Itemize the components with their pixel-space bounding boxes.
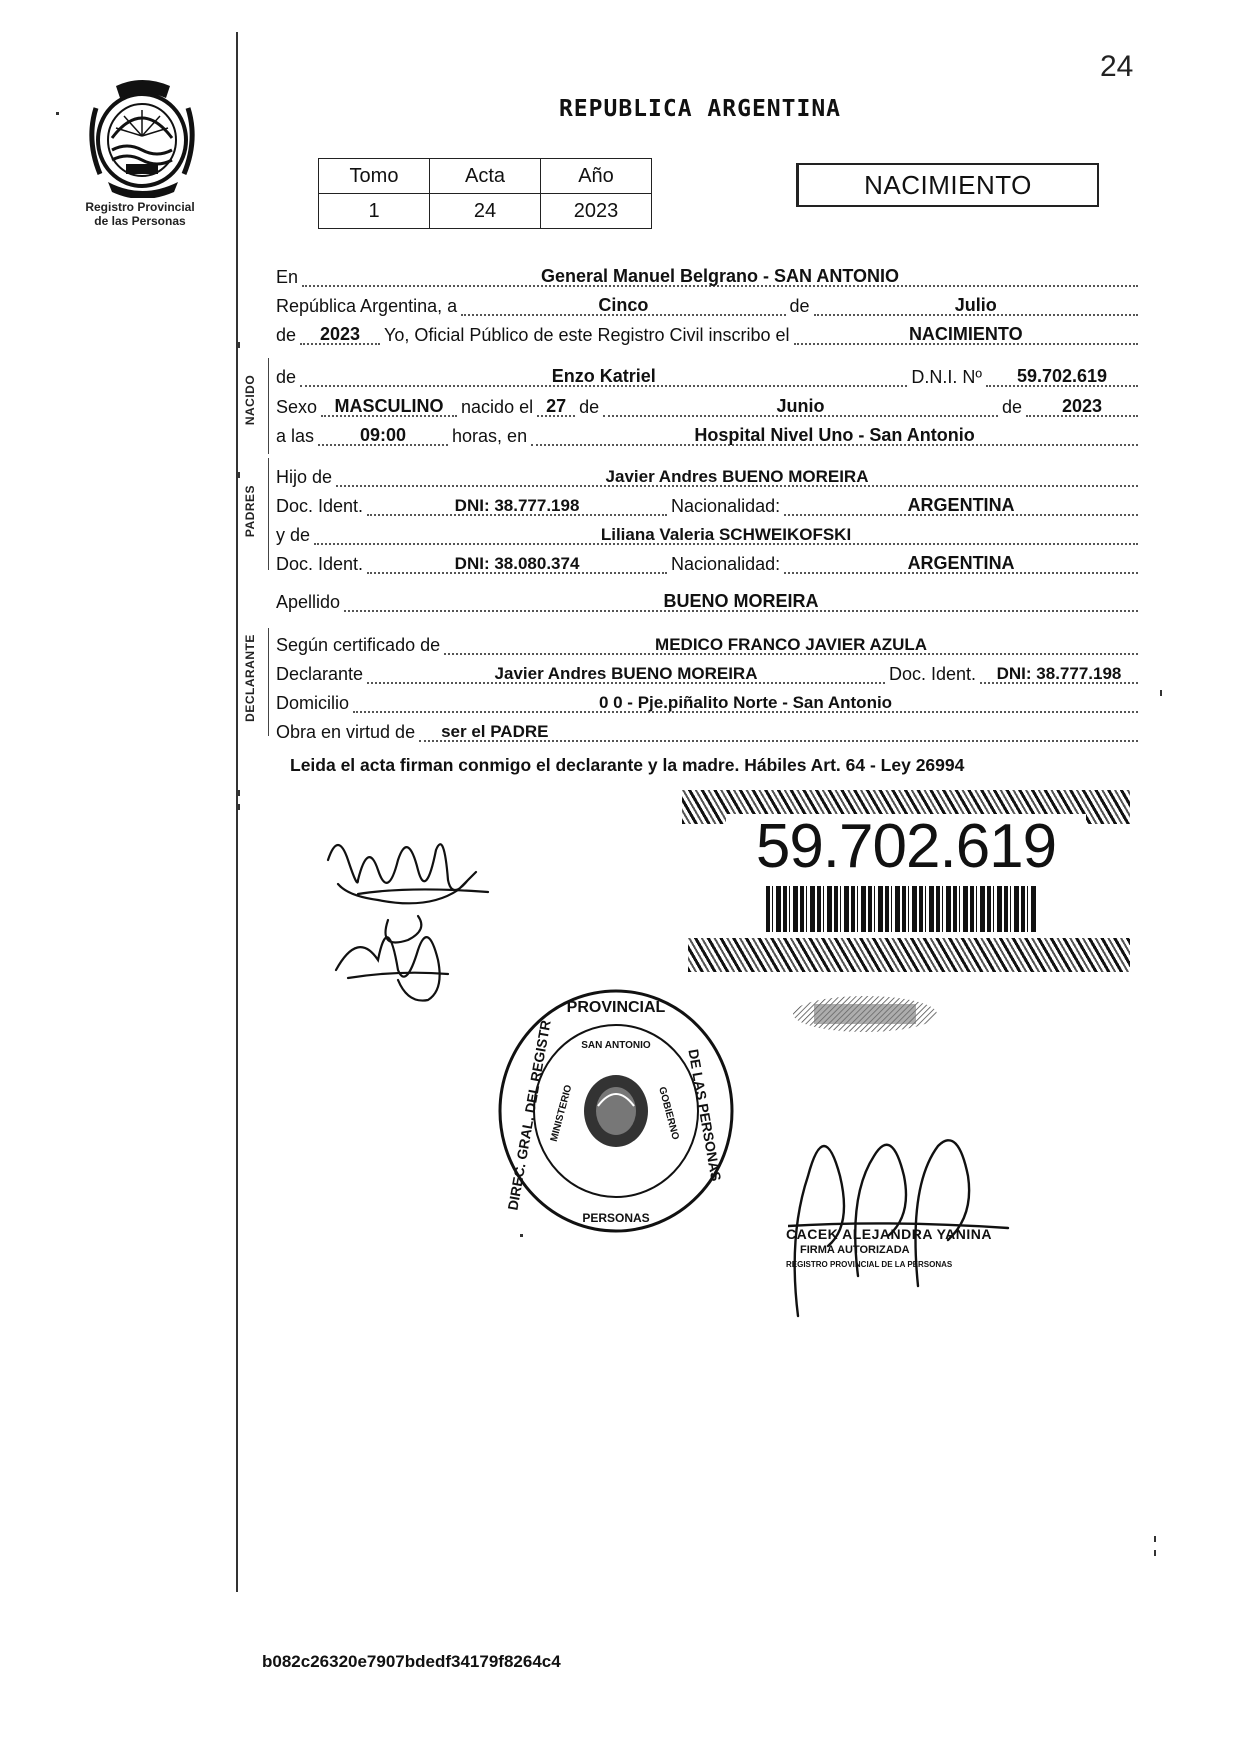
row-sex-birth: Sexo MASCULINO nacido el 27 de Junio de 2023 <box>276 392 1142 420</box>
official-office: REGISTRO PROVINCIAL DE LA PERSONAS <box>786 1260 953 1269</box>
birth-year-value: 2023 <box>1061 396 1103 416</box>
year-value: 2023 <box>320 324 361 344</box>
mother-doc-value: DNI: 38.080.374 <box>454 554 580 573</box>
registry-value-row <box>319 194 652 229</box>
section-bracket-padres <box>268 458 269 570</box>
svg-text:PERSONAS: PERSONAS <box>582 1211 650 1225</box>
capacity-value: ser el PADRE <box>441 722 549 741</box>
country-heading: REPUBLICA ARGENTINA <box>558 96 842 122</box>
birth-time-value: 09:00 <box>360 425 407 445</box>
scan-speck <box>1154 1536 1156 1542</box>
row-mother-doc: Doc. Ident. DNI: 38.080.374 Nacionalidad: ARGENTINA <box>276 549 1142 577</box>
document-hash: b082c26320e7907bdedf34179f8264c4 <box>262 1652 561 1671</box>
svg-text:GOBIERNO: GOBIERNO <box>656 1085 681 1142</box>
sex-value: MASCULINO <box>334 396 444 416</box>
row-capacity: Obra en virtud de ser el PADRE <box>276 717 1142 745</box>
surname-value: BUENO MOREIRA <box>663 591 819 611</box>
svg-text:SAN ANTONIO: SAN ANTONIO <box>581 1040 651 1051</box>
sticker-security-band-bottom <box>688 938 1130 972</box>
mother-nationality-value: ARGENTINA <box>907 553 1015 573</box>
section-label-padres: PADRES <box>243 484 257 538</box>
svg-text:DIREC. GRAL. DEL REGISTR: DIREC. GRAL. DEL REGISTR <box>504 1018 554 1212</box>
svg-text:MINISTERIO: MINISTERIO <box>548 1083 575 1143</box>
inscribe-value: NACIMIENTO <box>908 324 1023 344</box>
row-time-place: a las 09:00 horas, en Hospital Nivel Uno - San Antonio <box>276 421 1142 449</box>
row-location: En General Manuel Belgrano - SAN ANTONIO <box>276 262 1142 290</box>
sticker-dni-number: 59.702.619 <box>726 814 1086 880</box>
address-value: 0 0 - Pje.piñalito Norte - San Antonio <box>598 693 893 712</box>
row-mother: y de Liliana Valeria SCHWEIKOFSKI <box>276 520 1142 548</box>
father-nationality-value: ARGENTINA <box>907 495 1015 515</box>
act-type-box: NACIMIENTO <box>796 163 1099 207</box>
section-bracket-declarante <box>268 628 269 736</box>
official-seal-stamp <box>494 986 738 1236</box>
handwritten-signatures <box>318 820 518 1010</box>
value-tomo: 1 <box>319 194 430 229</box>
mother-name-value: Liliana Valeria SCHWEIKOFSKI <box>600 525 852 544</box>
header-anio: Año <box>541 159 652 194</box>
serial-number-stamp <box>790 994 940 1034</box>
value-anio: 2023 <box>541 194 652 229</box>
section-label-declarante: DECLARANTE <box>243 634 257 722</box>
header-acta: Acta <box>430 159 541 194</box>
row-father-doc: Doc. Ident. DNI: 38.777.198 Nacionalidad: ARGENTINA <box>276 491 1142 519</box>
scan-speck <box>238 342 240 348</box>
official-signature <box>788 1116 1014 1330</box>
day-value: Cinco <box>598 295 649 315</box>
barcode-icon <box>766 886 1036 932</box>
certificate-value: MEDICO FRANCO JAVIER AZULA <box>655 635 928 654</box>
province-crest-logo <box>82 78 204 198</box>
row-name: de Enzo Katriel D.N.I. Nº 59.702.619 <box>276 362 1142 390</box>
row-father: Hijo de Javier Andres BUENO MOREIRA <box>276 462 1142 490</box>
scan-speck <box>56 112 59 115</box>
registry-table <box>318 158 652 229</box>
birth-month-value: Junio <box>776 396 825 416</box>
scan-speck <box>1160 690 1162 696</box>
svg-text:PROVINCIAL: PROVINCIAL <box>566 999 666 1016</box>
name-value: Enzo Katriel <box>551 366 656 386</box>
row-declarant: Declarante Javier Andres BUENO MOREIRA Doc. Ident. DNI: 38.777.198 <box>276 659 1142 687</box>
reading-note: Leida el acta firman conmigo el declarante y la madre. Hábiles Art. 64 - Ley 26994 <box>290 755 965 775</box>
row-inscription: de 2023 Yo, Oficial Público de este Registro Civil inscribo el NACIMIENTO <box>276 320 1142 348</box>
row-certificate: Según certificado de MEDICO FRANCO JAVIER AZULA <box>276 630 1142 658</box>
organization-name: Registro Provincial de las Personas <box>85 200 195 228</box>
svg-text:DE LAS PERSONAS: DE LAS PERSONAS <box>685 1047 725 1183</box>
declarant-name-value: Javier Andres BUENO MOREIRA <box>494 664 758 683</box>
row-date: República Argentina, a Cinco de Julio <box>276 291 1142 319</box>
value-acta: 24 <box>430 194 541 229</box>
birth-place-value: Hospital Nivel Uno - San Antonio <box>694 425 975 445</box>
dni-sticker <box>682 790 1130 970</box>
father-name-value: Javier Andres BUENO MOREIRA <box>605 467 869 486</box>
declarant-doc-value: DNI: 38.777.198 <box>996 664 1122 683</box>
section-bracket-nacido <box>268 358 269 454</box>
scan-speck <box>520 1234 523 1237</box>
birth-day-value: 27 <box>546 396 567 416</box>
header-tomo: Tomo <box>319 159 430 194</box>
margin-line <box>236 32 238 1592</box>
official-name-stamp <box>786 1226 1046 1269</box>
scan-speck <box>1154 1550 1156 1556</box>
registry-header-row <box>319 159 652 194</box>
scan-speck <box>238 804 240 810</box>
month-value: Julio <box>954 295 997 315</box>
row-surname: Apellido BUENO MOREIRA <box>276 587 1142 615</box>
scan-speck <box>238 790 240 796</box>
section-label-nacido: NACIDO <box>243 374 257 426</box>
scan-speck <box>238 472 240 478</box>
official-role: FIRMA AUTORIZADA <box>800 1244 910 1256</box>
father-doc-value: DNI: 38.777.198 <box>454 496 580 515</box>
page-number: 24 <box>1100 50 1134 83</box>
row-address: Domicilio 0 0 - Pje.piñalito Norte - San Antonio <box>276 688 1142 716</box>
official-name: CACEK ALEJANDRA YANINA <box>786 1226 992 1242</box>
dni-value: 59.702.619 <box>1016 366 1108 386</box>
location-value: General Manuel Belgrano - SAN ANTONIO <box>540 266 900 286</box>
